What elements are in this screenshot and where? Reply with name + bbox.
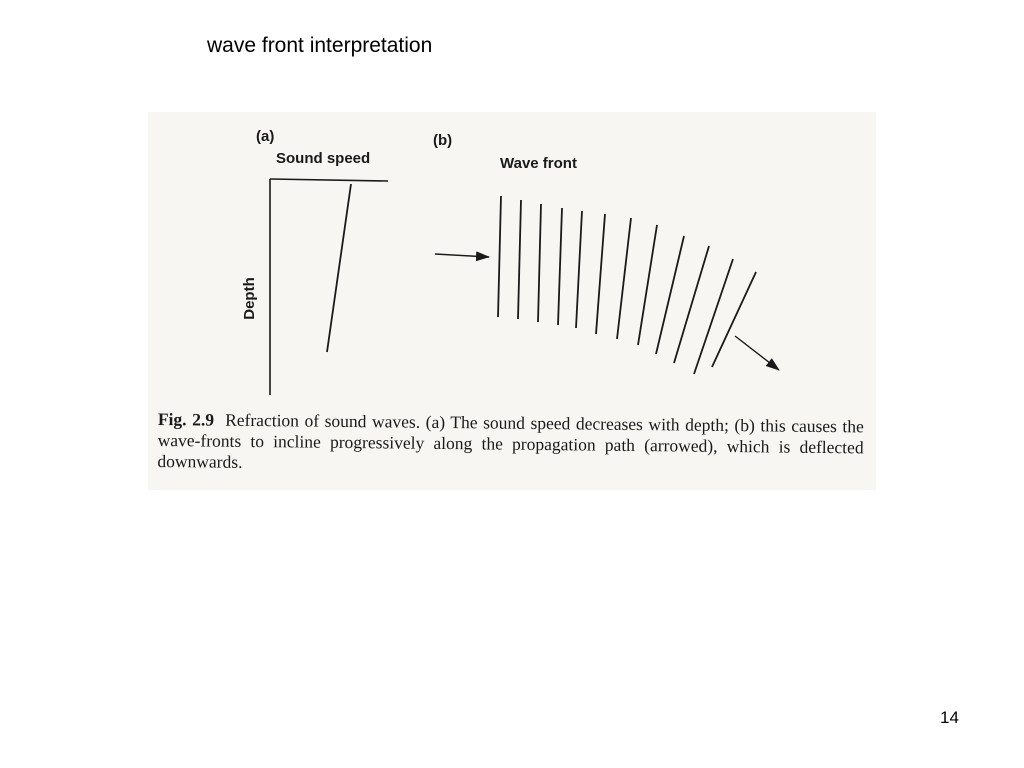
wave-front-line — [712, 272, 756, 367]
deflected-ray-arrow — [735, 336, 779, 370]
wave-front-line — [558, 208, 562, 325]
sound-speed-label: Sound speed — [276, 150, 371, 167]
wave-front-line — [656, 236, 684, 354]
figure-image — [148, 112, 876, 490]
sound-speed-profile-line — [327, 184, 351, 352]
wave-front-line — [518, 200, 521, 319]
wave-fronts — [498, 196, 756, 374]
wave-front-line — [638, 225, 657, 345]
wave-front-line — [498, 196, 501, 317]
page-number: 14 — [940, 708, 959, 727]
slide-title: wave front interpretation — [207, 34, 433, 57]
figure-caption — [157, 409, 864, 479]
wave-front-label: Wave front — [500, 155, 577, 172]
depth-label: Depth — [240, 277, 258, 320]
wave-front-line — [617, 218, 631, 339]
caption-figure-number: Fig. 2.9 — [157, 409, 215, 430]
sound-speed-axis — [270, 179, 388, 181]
wave-front-line — [576, 211, 582, 328]
panel-a-label: (a) — [256, 128, 275, 145]
caption-text: Refraction of sound waves. (a) The sound speed decreases with depth; (b) this causes the wave-fronts to incline progressively along the propagation path (arrowed), which is deflected downwards. — [157, 409, 864, 472]
wave-front-line — [538, 204, 541, 322]
incoming-ray-arrow — [435, 254, 489, 257]
panel-b-label: (b) — [433, 132, 453, 149]
wave-front-line — [596, 214, 605, 334]
